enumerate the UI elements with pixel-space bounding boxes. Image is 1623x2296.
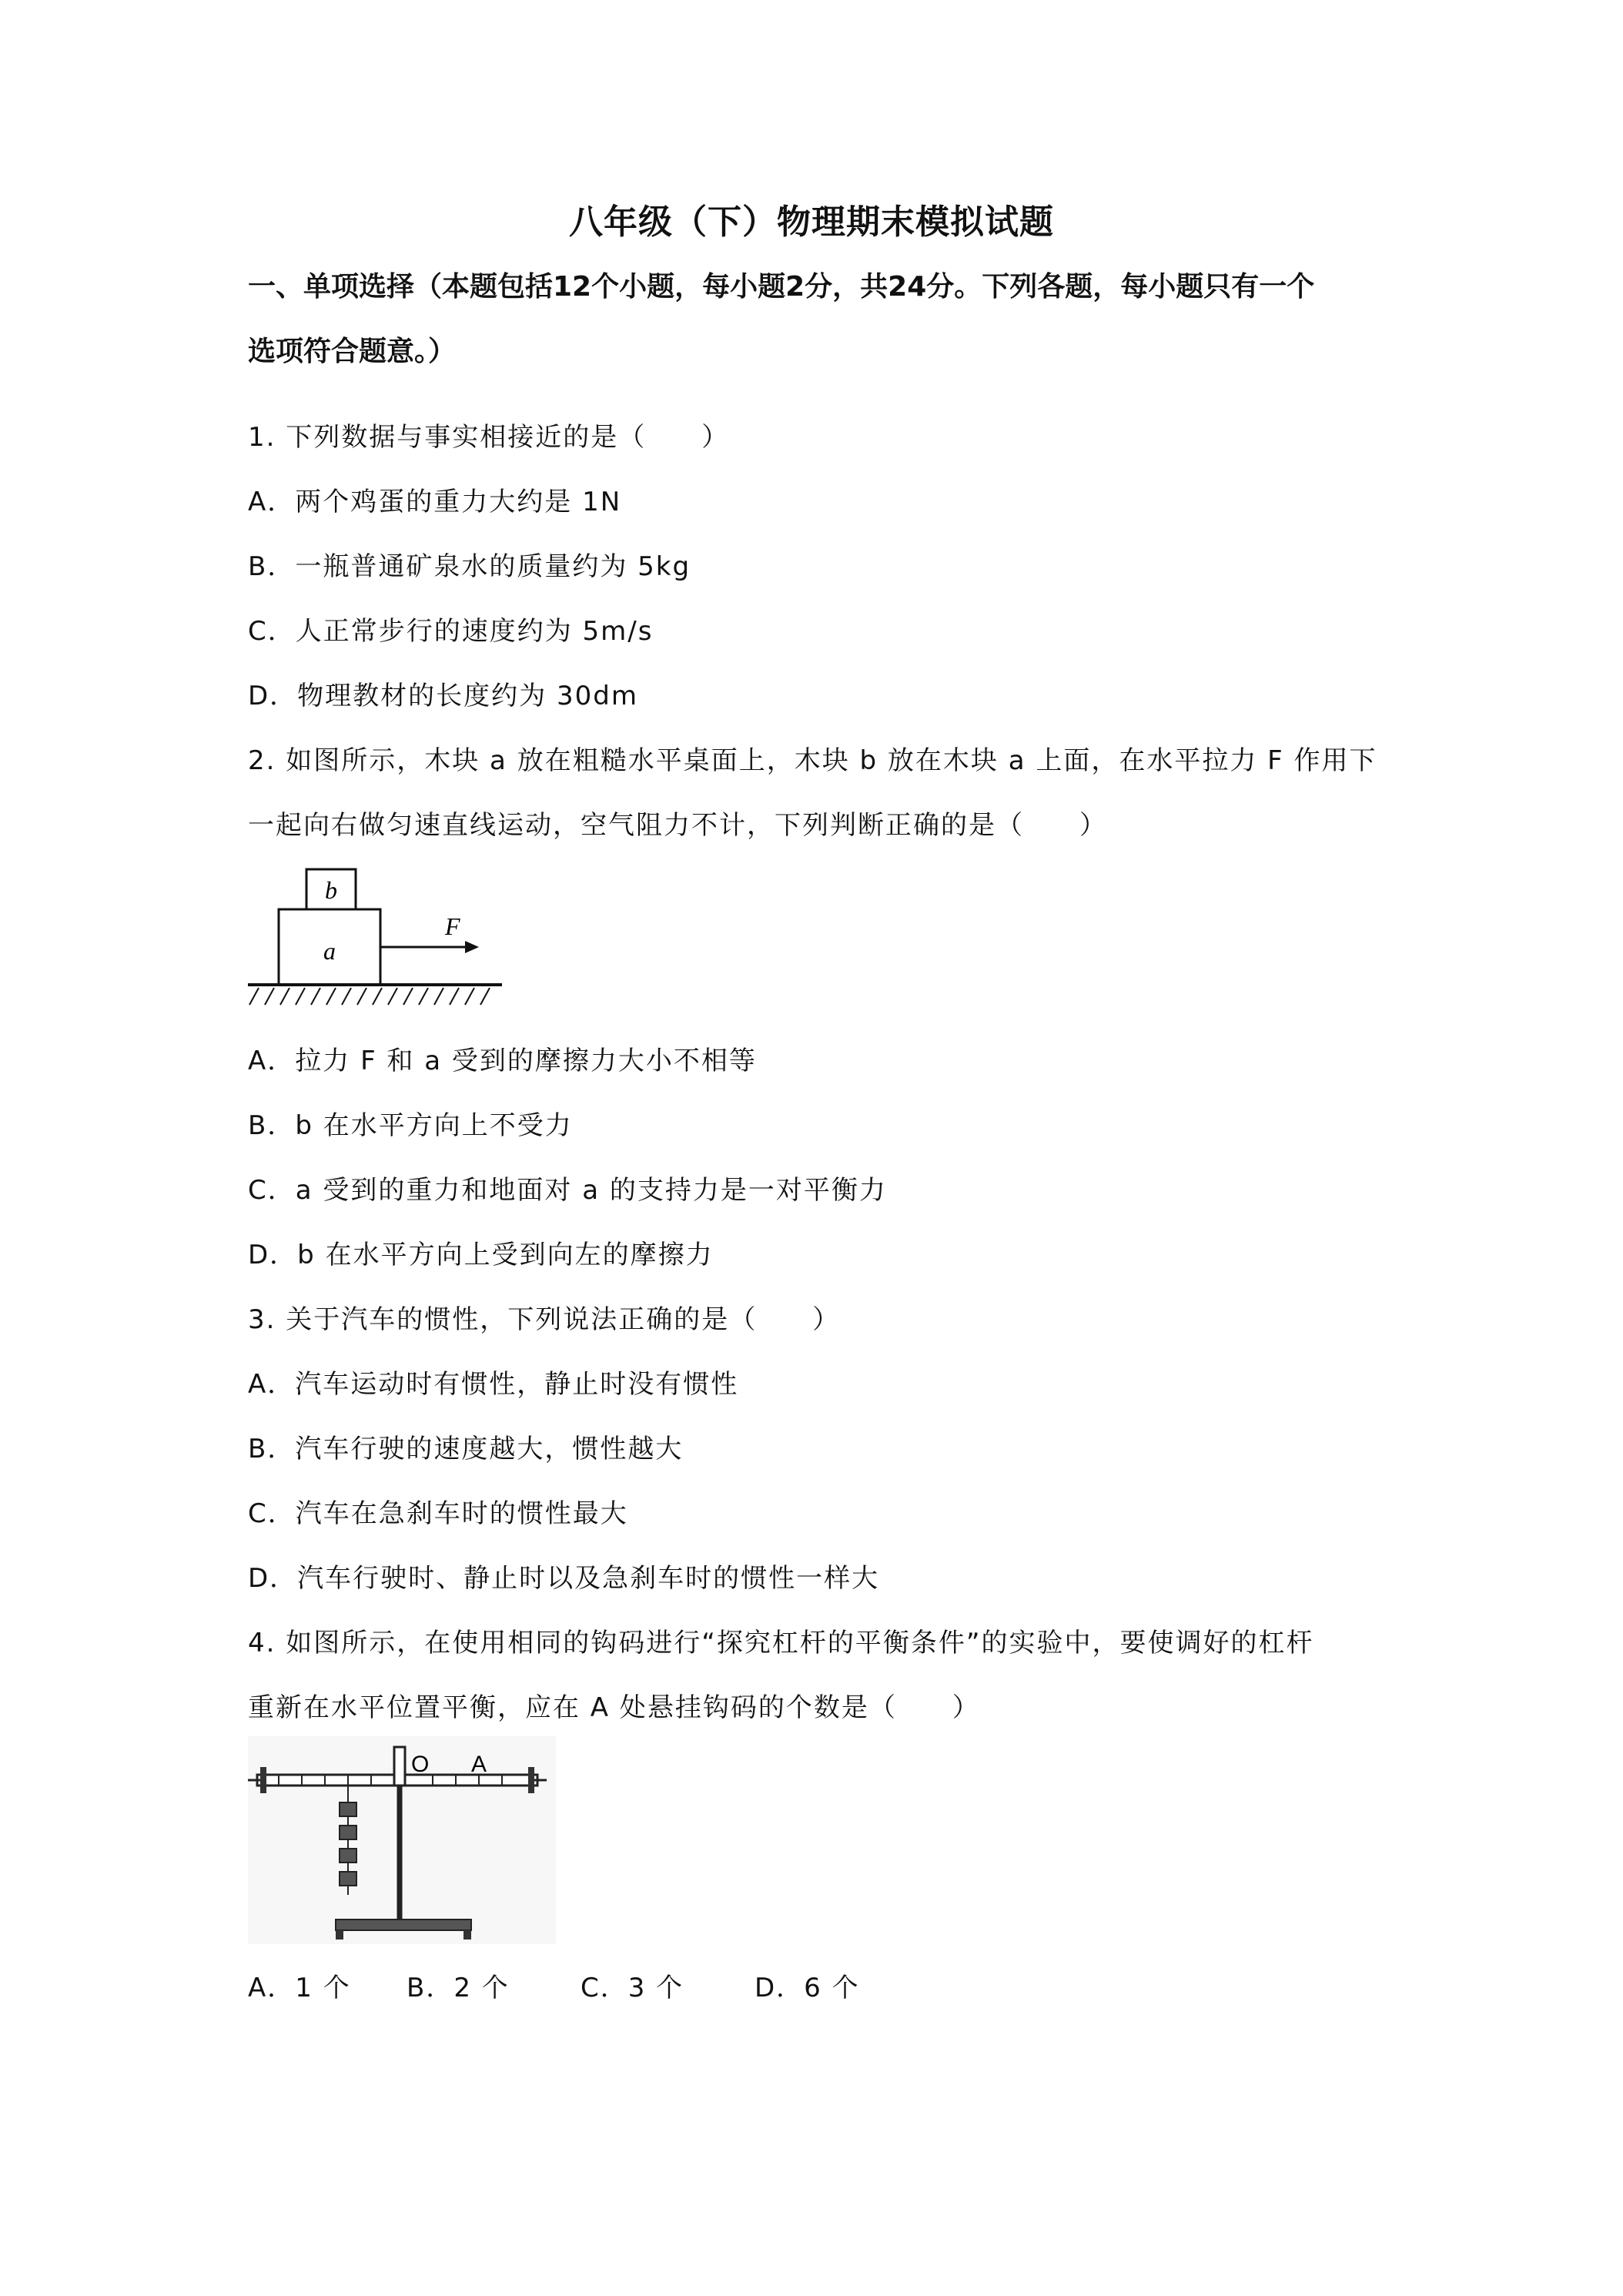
pivot-block [394, 1747, 405, 1786]
force-arrowhead [465, 941, 479, 953]
label-pivot-o: O [411, 1752, 430, 1777]
left-balance-nut [260, 1767, 266, 1793]
q1-option-a: A．两个鸡蛋的重力大约是 1N [248, 487, 622, 517]
q3-option-b: B．汽车行驶的速度越大，惯性越大 [248, 1434, 684, 1464]
q4-lever-figure [248, 1736, 556, 1944]
label-point-a: A [471, 1752, 487, 1777]
ground-hatching [249, 988, 490, 1005]
right-balance-nut [528, 1767, 534, 1793]
label-b: b [325, 876, 337, 904]
q4-option-c: C．3 个 [581, 1973, 684, 2003]
q4-option-a: A．1 个 [248, 1973, 351, 2003]
q3-option-c: C．汽车在急刹车时的惯性最大 [248, 1498, 628, 1529]
stand-foot-right [463, 1930, 471, 1940]
q2-option-b: B．b 在水平方向上不受力 [248, 1110, 573, 1141]
stand-foot-left [336, 1930, 343, 1940]
q2-block-figure [248, 862, 510, 1016]
q1-option-c: C．人正常步行的速度约为 5m/s [248, 616, 654, 647]
q4-stem-line2: 重新在水平位置平衡，应在 A 处悬挂钩码的个数是（ ） [248, 1692, 980, 1723]
hook-weight-2 [340, 1826, 356, 1839]
q3-stem: 3. 关于汽车的惯性，下列说法正确的是（ ） [248, 1304, 841, 1335]
section-heading-line1: 一、单项选择（本题包括12个小题，每小题2分，共24分。下列各题，每小题只有一个 [248, 271, 1315, 303]
q2-option-a: A．拉力 F 和 a 受到的摩擦力大小不相等 [248, 1046, 757, 1076]
hook-weight-3 [340, 1849, 356, 1863]
label-f: F [445, 912, 460, 940]
q3-option-d: D．汽车行驶时、静止时以及急刹车时的惯性一样大 [248, 1563, 880, 1594]
q2-stem-line2: 一起向右做匀速直线运动，空气阻力不计，下列判断正确的是（ ） [248, 810, 1107, 841]
q2-option-d: D．b 在水平方向上受到向左的摩擦力 [248, 1240, 714, 1270]
q3-option-a: A．汽车运动时有惯性，静止时没有惯性 [248, 1369, 739, 1400]
page-title: 八年级（下）物理期末模拟试题 [569, 202, 1054, 242]
label-a: a [323, 937, 336, 965]
q4-options-row [248, 1966, 860, 2004]
hook-weight-1 [340, 1802, 356, 1816]
section-heading-line2: 选项符合题意。） [248, 336, 457, 367]
q4-stem-line1: 4. 如图所示，在使用相同的钩码进行“探究杠杆的平衡条件”的实验中，要使调好的杠杆 [248, 1628, 1314, 1658]
q1-option-d: D．物理教材的长度约为 30dm [248, 681, 638, 711]
stand-base [336, 1919, 471, 1930]
q4-option-d: D．6 个 [755, 1973, 860, 2003]
hook-weight-4 [340, 1872, 356, 1886]
q2-option-c: C．a 受到的重力和地面对 a 的支持力是一对平衡力 [248, 1175, 887, 1206]
q1-stem: 1. 下列数据与事实相接近的是（ ） [248, 422, 730, 453]
q2-stem-line1: 2. 如图所示，木块 a 放在粗糙水平桌面上，木块 b 放在木块 a 上面，在水平拉力 F 作用下 [248, 745, 1377, 776]
q1-option-b: B．一瓶普通矿泉水的质量约为 5kg [248, 551, 691, 582]
q4-option-b: B．2 个 [407, 1973, 510, 2003]
